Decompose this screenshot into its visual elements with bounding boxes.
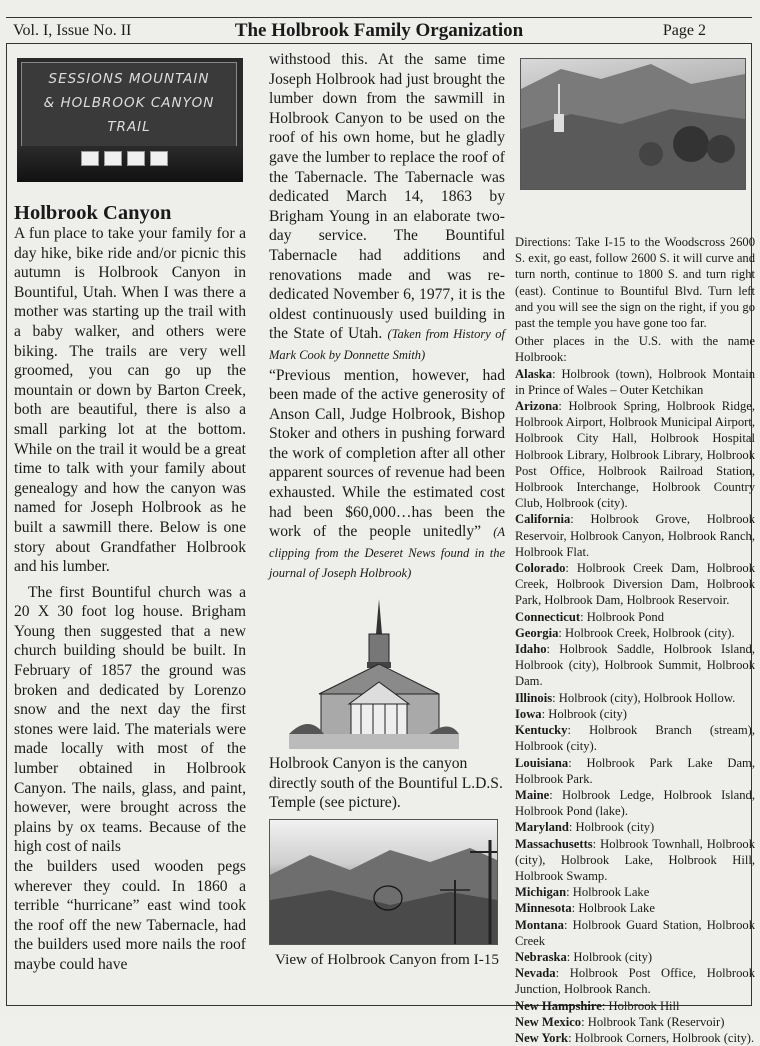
state-name: Colorado	[515, 561, 566, 576]
state-entry	[515, 819, 755, 835]
state-places: : Holbrook Lake	[571, 901, 655, 916]
state-places: : Holbrook Corners, Holbrook (city).	[568, 1030, 755, 1045]
state-name: Nebraska	[515, 949, 567, 964]
state-entry	[515, 722, 755, 754]
state-name: Idaho	[515, 642, 547, 657]
state-name: Nevada	[515, 966, 556, 981]
state-entry	[515, 366, 755, 398]
state-name: Alaska	[515, 366, 553, 381]
state-entry	[515, 609, 755, 625]
issue-label: Vol. I, Issue No. II	[13, 22, 132, 39]
other-places-intro: Other places in the U.S. with the name Holbrook:	[515, 334, 755, 365]
trail-sign-photo	[17, 58, 243, 182]
state-entry	[515, 560, 755, 609]
state-name: Montana	[515, 917, 564, 932]
state-places: : Holbrook (city)	[566, 949, 653, 964]
canyon-view-photo	[269, 819, 498, 945]
state-places: : Holbrook Lake	[566, 885, 650, 900]
state-name: Connecticut	[515, 609, 581, 624]
state-places: : Holbrook Park Lake Dam, Holbrook Park.	[515, 755, 755, 786]
state-places: : Holbrook (city)	[541, 706, 627, 721]
state-name: Illinois	[515, 690, 553, 705]
trail-activity-icons	[81, 151, 168, 166]
state-places: : Holbrook Saddle, Holbrook Island, Holbrook (city), Holbrook Summit, Holbrook Dam.	[515, 642, 755, 689]
state-name: Iowa	[515, 706, 542, 721]
state-name: Louisiana	[515, 755, 569, 770]
state-list	[515, 366, 755, 1046]
state-places: : Holbrook (town), Holbrook Montain in Prince of Wales – Outer Ketchikan	[515, 366, 755, 397]
state-entry	[515, 787, 755, 819]
state-entry	[515, 511, 755, 560]
state-entry	[515, 884, 755, 900]
state-entry	[515, 998, 755, 1014]
sign-line-1: SESSIONS MOUNTAIN	[48, 71, 210, 87]
sign-line-3: TRAIL	[107, 119, 151, 135]
hiker-icon	[81, 151, 99, 166]
state-name: Massachusetts	[515, 836, 593, 851]
state-name: Maryland	[515, 820, 569, 835]
state-places: : Holbrook Pond	[580, 609, 665, 624]
state-name: Michigan	[515, 885, 567, 900]
state-places: : Holbrook Spring, Holbrook Ridge, Holbrook Airport, Holbrook Municipal Airport, Holbrook City Hall, Holbrook Hospital Holbrook Library, Holbrook Library, Holbrook Post Office, Holbrook Railroad Station, Holbrook Interchange, Holbrook Country Club, Holbrook (city).	[515, 399, 755, 511]
state-name: Minnesota	[515, 901, 572, 916]
mountain-landscape	[521, 59, 745, 189]
directions: Directions: Take I-15 to the Woodscross 2600 S. exit, go east, follow 2600 S. it will curve and turn north, continue to 1800 S. and turn right (east). Continue to Bountiful Blvd. Turn left and you will see the sign on the right, if you go past the temple you have gone too far.	[515, 235, 755, 331]
state-name: Georgia	[515, 625, 559, 640]
state-name: California	[515, 512, 571, 527]
state-entry	[515, 965, 755, 997]
state-entry	[515, 1030, 755, 1046]
state-entry	[515, 836, 755, 885]
state-places: : Holbrook Branch (stream), Holbrook (city).	[515, 723, 755, 754]
horse-icon	[127, 151, 145, 166]
article-headline: Holbrook Canyon	[14, 202, 172, 224]
column-right	[515, 58, 755, 1046]
article-body-left	[14, 224, 246, 975]
sign-board	[21, 62, 237, 147]
canyon-landscape	[270, 820, 497, 944]
state-entry	[515, 755, 755, 787]
bike-icon	[104, 151, 122, 166]
temple-mountain-photo	[520, 58, 746, 190]
state-name: New York	[515, 1030, 569, 1045]
picnic-icon	[150, 151, 168, 166]
state-places: : Holbrook Post Office, Holbrook Junction, Holbrook Ranch.	[515, 966, 755, 997]
paragraph-2: The first Bountiful church was a 20 X 30 foot log house. Brigham Young then suggested that a new church building should be built. In February of 1857 the ground was broken and dedicated by Lorenzo snow and the next day the first stones were laid. The materials were made locally with most of the lumber obtained in Holbrook Canyon. The nails, glass, and paint, however, were brought across the plains by ox teams. Because of the high cost of nails	[14, 583, 246, 856]
state-places: : Holbrook Grove, Holbrook Reservoir, Holbrook Canyon, Holbrook Ranch, Holbrook Flat.	[515, 512, 755, 559]
source-note-2: (A clipping from the Deseret News found in the journal of Joseph Holbrook)	[269, 525, 505, 581]
state-name: New Mexico	[515, 1014, 582, 1029]
state-places: : Holbrook Creek, Holbrook (city).	[558, 625, 735, 640]
canyon-view-caption: View of Holbrook Canyon from I-15	[275, 950, 499, 968]
paragraph-5-text: “Previous mention, however, had been made of the active generosity of Anson Call, Judge Holbrook, Bishop Stoker and others in pushing forward the work of completion after all other apparent sources of revenue had been exhausted. While the estimated cost had been $60,000…has been the work of the people unitedly”	[269, 366, 505, 541]
state-entry	[515, 706, 755, 722]
state-places: : Holbrook Hill	[601, 998, 680, 1013]
state-entry	[515, 917, 755, 949]
state-entry	[515, 641, 755, 690]
state-entry	[515, 398, 755, 511]
state-entry	[515, 900, 755, 916]
paragraph-5	[269, 366, 505, 585]
state-places: : Holbrook (city)	[568, 820, 655, 835]
paragraph-4	[269, 50, 505, 366]
state-name: New Hampshire	[515, 998, 602, 1013]
paragraph-1: A fun place to take your family for a day hike, bike ride and/or picnic this autumn is Holbrook Canyon in Bountiful, Utah. When I was there a mother was starting up the trail with a baby walker, and others were biking. The trails are very well groomed, you can go up the mountain or down by Barton Creek, both are beautiful, there is also a small parking lot at the bottom. While on the trail it would be a great time to talk with your family about genealogy and how the canyon was named for Joseph Holbrook as he built a sawmill there. Below is one story about Grandfather Holbrook and his lumber.	[14, 225, 246, 576]
state-places: : Holbrook (city), Holbrook Hollow.	[552, 690, 736, 705]
state-places: : Holbrook Creek Dam, Holbrook Creek, Holbrook Diversion Dam, Holbrook Park, Holbrook Dam, Holbrook Reservoir.	[515, 561, 755, 608]
paragraph-4-text: withstood this. At the same time Joseph Holbrook had just brought the lumber down from the sawmill in Holbrook Canyon to be used on the roof of his own home, but he gladly gave the lumber to replace the roof of the Tabernacle. The Tabernacle was dedicated March 14, 1863 by Brigham Young in an elaborate two-day service. The Bountiful Tabernacle had additions and renovations made and was re-dedicated November 6, 1977, it is the oldest continuously used building in the State of Utah.	[269, 51, 505, 343]
article-body-middle	[269, 50, 505, 584]
page-number: Page 2	[662, 22, 706, 39]
state-places: : Holbrook Townhall, Holbrook (city), Holbrook Lake, Holbrook Hill, Holbrook Swamp.	[515, 836, 755, 883]
source-note-1: (Taken from History of Mark Cook by Donnette Smith)	[269, 327, 505, 362]
column-left	[14, 50, 246, 975]
state-places: : Holbrook Ledge, Holbrook Island, Holbrook Pond (lake).	[515, 787, 755, 819]
sign-line-2: & HOLBROOK CANYON	[43, 95, 215, 111]
state-places: : Holbrook Tank (Reservoir)	[581, 1014, 725, 1029]
state-entry	[515, 949, 755, 965]
state-name: Maine	[515, 787, 550, 802]
state-entry	[515, 690, 755, 706]
temple-caption: Holbrook Canyon is the canyon directly south of the Bountiful L.D.S. Temple (see picture).	[269, 755, 503, 812]
masthead-bar	[6, 17, 752, 44]
state-entry	[515, 625, 755, 641]
paragraph-3: the builders used wooden pegs wherever they could. In 1860 a terrible “hurricane” east wind took the roof off the new Tabernacle, had the builders used more nails the roof maybe could have	[14, 858, 246, 973]
state-name: Arizona	[515, 399, 559, 414]
state-entry	[515, 1014, 755, 1030]
column-middle	[269, 50, 505, 969]
tabernacle-illustration	[289, 594, 459, 749]
state-name: Kentucky	[515, 723, 568, 738]
organization-title: The Holbrook Family Organization	[234, 20, 524, 41]
state-places: : Holbrook Guard Station, Holbrook Creek	[515, 917, 755, 948]
